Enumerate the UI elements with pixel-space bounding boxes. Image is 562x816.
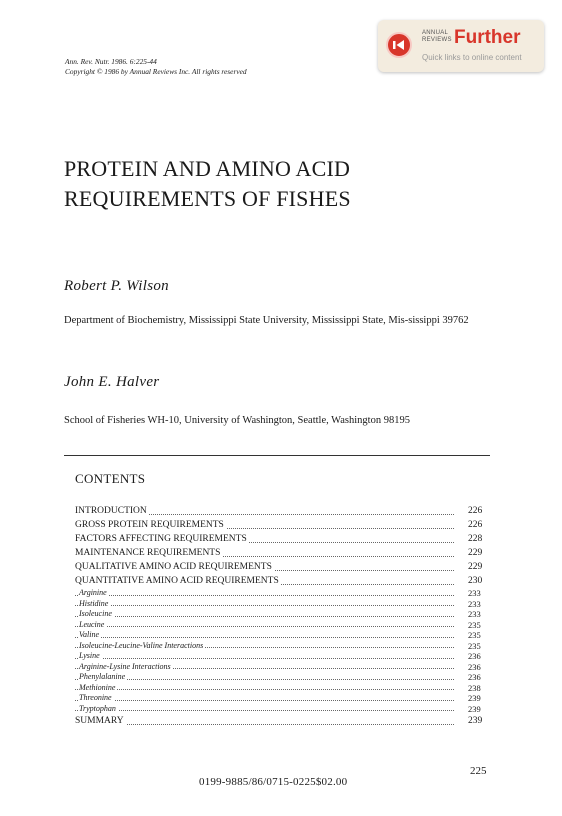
section-divider xyxy=(64,455,490,456)
toc-page-number: 239 xyxy=(468,693,490,704)
further-brand-text: Further xyxy=(454,27,521,48)
back-arrow-icon xyxy=(386,32,412,58)
page-number: 225 xyxy=(470,765,487,777)
toc-subentry[interactable]: Histidine 233 xyxy=(75,599,490,610)
article-title: PROTEIN AND AMINO ACID REQUIREMENTS OF FISHES xyxy=(64,156,351,211)
toc-page-number: 236 xyxy=(468,662,490,673)
toc-page-number: 235 xyxy=(468,620,490,631)
footer-code: 0199-9885/86/0715-0225$02.00 xyxy=(199,776,348,788)
toc-entry[interactable]: GROSS PROTEIN REQUIREMENTS 226 xyxy=(75,518,490,532)
copyright-line: Copyright © 1986 by Annual Reviews Inc. All rights reserved xyxy=(65,67,247,76)
toc-page-number: 229 xyxy=(468,560,490,574)
journal-citation xyxy=(65,57,247,77)
toc-entry[interactable]: FACTORS AFFECTING REQUIREMENTS 228 xyxy=(75,532,490,546)
toc-subentry[interactable]: Phenylalanine 236 xyxy=(75,672,490,683)
toc-page-number: 235 xyxy=(468,641,490,652)
contents-heading: CONTENTS xyxy=(75,471,146,486)
toc-subentry[interactable]: Isoleucine-Leucine-Valine Interactions 235 xyxy=(75,641,490,652)
toc-page-number: 239 xyxy=(468,704,490,715)
toc-subentry[interactable]: Valine 235 xyxy=(75,630,490,641)
toc-page-number: 230 xyxy=(468,574,490,588)
author-affiliation: School of Fisheries WH-10, University of Washington, Seattle, Washington 98195 xyxy=(64,415,410,426)
toc-subentry[interactable]: Methionine 238 xyxy=(75,683,490,694)
author-name: John E. Halver xyxy=(64,374,160,390)
toc-page-number: 236 xyxy=(468,672,490,683)
annual-reviews-further-banner[interactable] xyxy=(378,20,544,72)
table-of-contents xyxy=(75,504,490,728)
toc-subentry[interactable]: Tryptophan 239 xyxy=(75,704,490,715)
toc-subentry[interactable]: Isoleucine 233 xyxy=(75,609,490,620)
quick-links-tagline: Quick links to online content xyxy=(422,53,522,62)
toc-page-number: 226 xyxy=(468,504,490,518)
author-affiliation: Department of Biochemistry, Mississippi State University, Mississippi State, Mis-sissippi 39762 xyxy=(64,315,469,326)
toc-subentry[interactable]: Lysine 236 xyxy=(75,651,490,662)
toc-subentry[interactable]: Leucine 235 xyxy=(75,620,490,631)
toc-entry[interactable]: SUMMARY 239 xyxy=(75,714,490,728)
author-name: Robert P. Wilson xyxy=(64,278,169,294)
toc-page-number: 228 xyxy=(468,532,490,546)
toc-page-number: 235 xyxy=(468,630,490,641)
toc-page-number: 233 xyxy=(468,609,490,620)
toc-subentry[interactable]: Arginine 233 xyxy=(75,588,490,599)
toc-entry[interactable]: INTRODUCTION 226 xyxy=(75,504,490,518)
citation-line: Ann. Rev. Nutr. 1986. 6:225-44 xyxy=(65,57,157,66)
toc-page-number: 229 xyxy=(468,546,490,560)
toc-entry[interactable]: MAINTENANCE REQUIREMENTS 229 xyxy=(75,546,490,560)
toc-page-number: 236 xyxy=(468,651,490,662)
toc-page-number: 233 xyxy=(468,599,490,610)
annual-reviews-wordmark: ANNUAL REVIEWS xyxy=(422,30,452,43)
toc-subentry[interactable]: Arginine-Lysine Interactions 236 xyxy=(75,662,490,673)
toc-entry[interactable]: QUANTITATIVE AMINO ACID REQUIREMENTS 230 xyxy=(75,574,490,588)
toc-subentry[interactable]: Threonine 239 xyxy=(75,693,490,704)
toc-page-number: 239 xyxy=(468,714,490,728)
toc-page-number: 238 xyxy=(468,683,490,694)
toc-page-number: 233 xyxy=(468,588,490,599)
toc-entry[interactable]: QUALITATIVE AMINO ACID REQUIREMENTS 229 xyxy=(75,560,490,574)
toc-page-number: 226 xyxy=(468,518,490,532)
